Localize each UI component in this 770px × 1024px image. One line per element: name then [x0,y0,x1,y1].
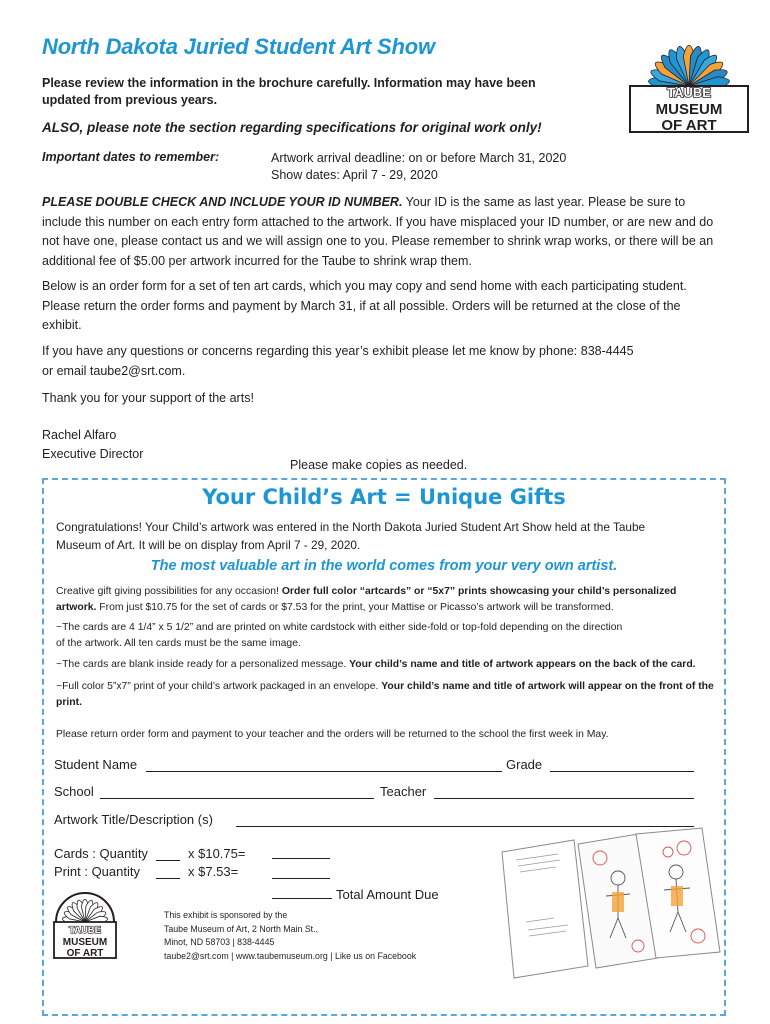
id-number-emphasis: PLEASE DOUBLE CHECK AND INCLUDE YOUR ID NUMBER. [42,195,403,209]
specifications-note: ALSO, please note the section regarding specifications for original work only! [42,120,542,135]
artwork-title-label: Artwork Title/Description (s) [54,812,213,827]
teacher-label: Teacher [380,784,427,799]
print-quantity-label: Print : Quantity [54,864,140,879]
print-amount-field[interactable] [272,878,330,879]
id-number-text: Your ID is the same as last year. Please be sure to include this number on each entry form attached to the artwork. If you have misplaced your ID number, or are new and do not have one, please contact us and we will assign one to you. Please remember to shrink wrap works, or there will be an additional fee of $5.00 per artwork incurred for the Taube to shrink wrap them. [42,195,714,268]
total-amount-label: Total Amount Due [336,887,439,902]
school-label: School [54,784,94,799]
signature-block [42,426,143,464]
important-dates [271,150,566,184]
order-form-paragraph: Below is an order form for a set of ten art cards, which you may copy and send home with each participating student. Please return the order forms and payment by March 31, if at all possible. Orders will be returned at the close of the exhibit. [42,279,687,332]
taube-museum-logo-small [52,886,118,960]
intro-text: Please review the information in the brochure carefully. Information may have been updated from previous years. [42,76,536,107]
valuable-art-headline: The most valuable art in the world comes from your very own artist. [150,558,618,574]
contact-line-email: or email taube2@srt.com. [42,363,186,378]
school-field[interactable] [100,798,374,799]
total-amount-field[interactable] [272,898,332,899]
contact-line-phone: If you have any questions or concerns regarding this year’s exhibit please let me know by phone: 838-4445 [42,344,634,358]
signer-name: Rachel Alfaro [42,428,117,442]
teacher-field[interactable] [434,798,694,799]
arrival-deadline: Artwork arrival deadline: on or before March 31, 2020 [271,151,567,165]
show-dates: Show dates: April 7 - 29, 2020 [271,168,438,182]
blank-bold: Your child’s name and title of artwork appears on the back of the card. [349,659,696,670]
sponsor-city-phone: Minot, ND 58703 | 838-4445 [164,937,275,947]
small-logo-line1: TAUBE [68,925,102,936]
grade-field[interactable] [550,771,694,772]
cards-quantity-label: Cards : Quantity [54,846,148,861]
copies-note: Please make copies as needed. [290,458,468,472]
print-bold: Your child’s name and title of artwork will appear on the front of the print. [56,681,714,708]
logo-line1: TAUBE [667,85,711,100]
print-quantity-field[interactable] [156,878,180,879]
sunburst-icon [649,45,730,88]
sponsor-address: Taube Museum of Art, 2 North Main St., [164,923,319,934]
sample-artcards-image [488,826,724,986]
student-name-field[interactable] [146,771,502,772]
signer-title: Executive Director [42,447,144,461]
congratulations-text [56,518,716,554]
cards-price-label: x $10.75= [188,846,246,861]
card-size-note [56,620,716,651]
student-name-label: Student Name [54,757,138,772]
gift-paragraph [56,584,716,615]
cards-quantity-field[interactable] [156,860,180,861]
grade-label: Grade [506,757,543,772]
important-dates-label: Important dates to remember: [42,150,220,164]
sponsor-contact: taube2@srt.com | www.taubemuseum.org | Like us on Facebook [164,950,417,961]
card-size-line2: of the artwork. All ten cards must be the same image. [56,637,301,649]
card-size-line1: ~The cards are 4 1/4” x 5 1/2” and are printed on white cardstock with either side-fold or top-fold depending on the direction [56,622,623,633]
gift-lead: Creative gift giving possibilities for any occasion! [56,586,282,597]
id-number-paragraph [42,193,722,271]
taube-museum-logo [628,36,750,134]
congrats-line2: Museum of Art. It will be on display from April 7 - 29, 2020. [56,538,361,552]
contact-paragraph [42,342,722,381]
return-note: Please return order form and payment to your teacher and the orders will be returned to the school the first week in May. [56,729,609,740]
thank-you-text: Thank you for your support of the arts! [42,391,254,405]
blank-lead: ~The cards are blank inside ready for a personalized message. [56,659,350,670]
sunburst-icon-mono [62,899,107,923]
print-note [56,679,716,710]
print-lead: ~Full color 5”x7” print of your child’s artwork packaged in an envelope. [56,681,382,692]
sponsor-info [164,909,416,963]
page-title: North Dakota Juried Student Art Show [42,34,435,59]
logo-line3: OF ART [661,117,717,134]
gift-rest: From just $10.75 for the set of cards or $7.53 for the print, your Mattise or Picasso’s artwork will be transformed. [96,601,614,613]
small-logo-line3: OF ART [66,948,104,959]
logo-line2: MUSEUM [655,101,723,118]
sponsor-line1: This exhibit is sponsored by the [164,910,288,920]
print-price-label: x $7.53= [188,864,239,879]
gift-bold: Order full color “artcards” or “5x7” prints showcasing your child’s personalized artwork. [56,586,677,613]
blank-inside-note [56,657,716,673]
order-form-title: Your Child’s Art = Unique Gifts [202,485,566,509]
small-logo-line2: MUSEUM [62,937,108,948]
cards-amount-field[interactable] [272,858,330,859]
congrats-line1: Congratulations! Your Child’s artwork was entered in the North Dakota Juried Student Art Show held at the Taube [56,520,646,534]
